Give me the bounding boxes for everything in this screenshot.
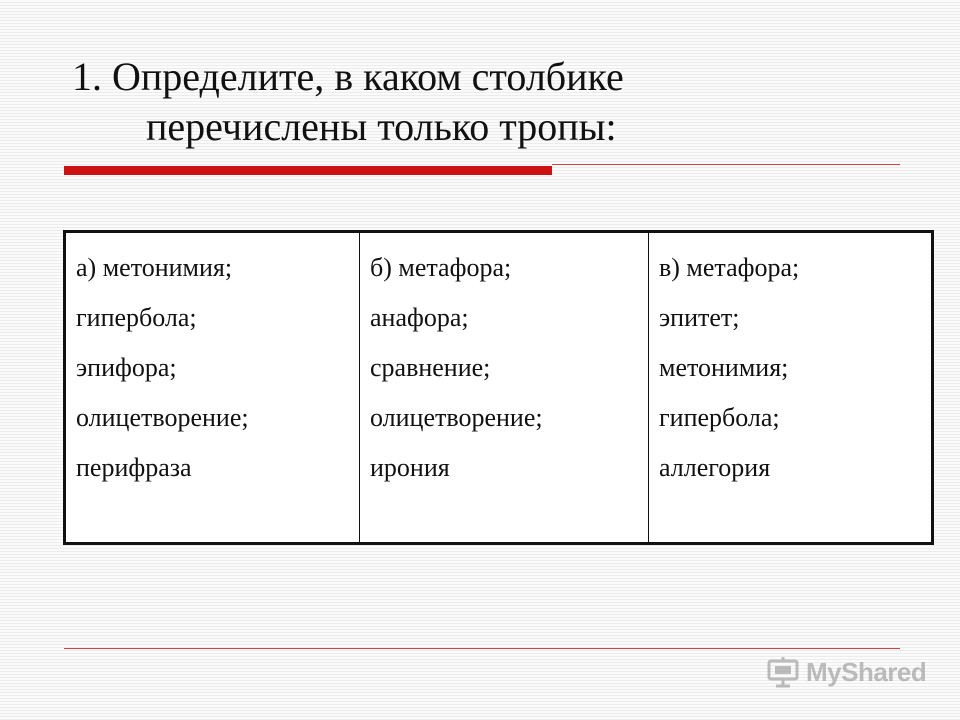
table-row xyxy=(65,232,933,544)
watermark-label: MyShared xyxy=(806,656,927,687)
footer-divider-line xyxy=(64,648,900,649)
title-underline-bar xyxy=(64,166,552,175)
list-item: аллегория xyxy=(659,453,771,482)
list-item: а) метонимия; xyxy=(76,253,233,282)
column-a xyxy=(65,232,360,544)
list-item: в) метафора; xyxy=(659,253,800,282)
list-item: гипербола; xyxy=(76,303,197,332)
slide-title-line-2: перечислены только тропы: xyxy=(146,104,617,149)
list-item: анафора; xyxy=(370,303,469,332)
list-item: сравнение; xyxy=(370,353,491,382)
slide-title xyxy=(72,52,624,152)
column-c xyxy=(649,232,933,544)
list-item: метонимия; xyxy=(659,353,789,382)
list-item: олицетворение; xyxy=(76,403,249,432)
myshared-watermark-link[interactable] xyxy=(766,654,926,690)
list-item: ирония xyxy=(370,453,450,482)
presentation-board-icon xyxy=(766,655,800,689)
tropes-table xyxy=(63,230,934,545)
list-item: эпифора; xyxy=(76,353,177,382)
column-b xyxy=(360,232,649,544)
list-item: олицетворение; xyxy=(370,403,543,432)
list-item: гипербола; xyxy=(659,403,780,432)
list-item: б) метафора; xyxy=(370,253,512,282)
list-item: перифраза xyxy=(76,453,192,482)
slide-title-line-1: 1. Определите, в каком столбике xyxy=(72,54,624,99)
title-divider-line xyxy=(552,164,900,165)
list-item: эпитет; xyxy=(659,303,740,332)
